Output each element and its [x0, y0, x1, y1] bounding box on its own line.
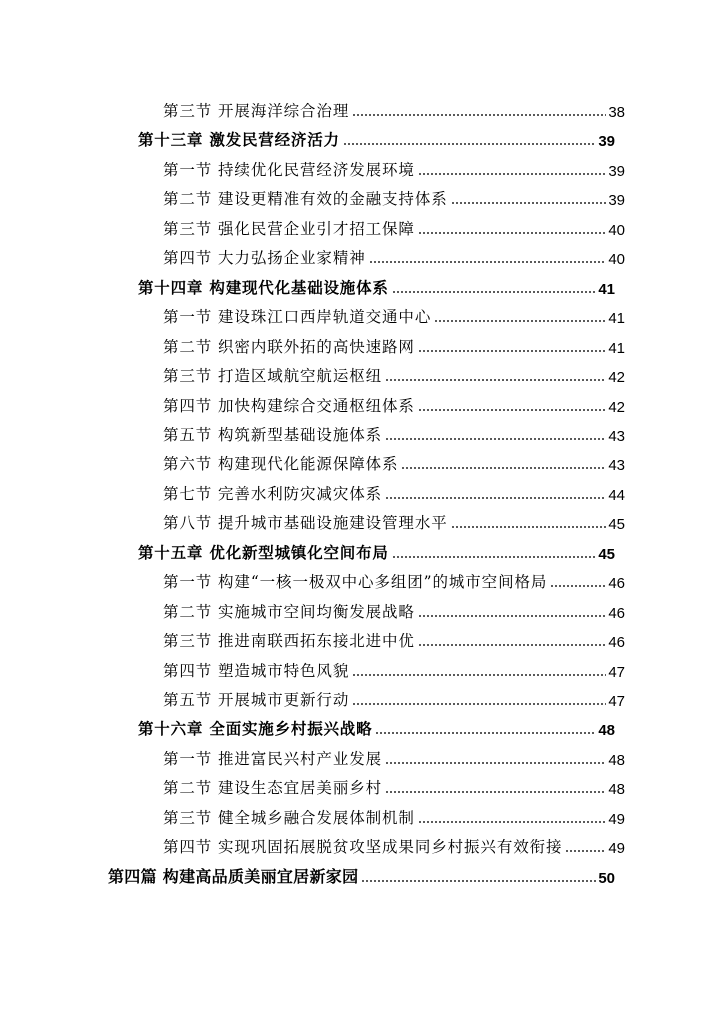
dot-leader	[385, 497, 606, 499]
toc-chapter-entry[interactable]	[138, 535, 615, 563]
dot-leader	[401, 467, 606, 469]
page-number: 40	[608, 221, 625, 239]
dot-leader	[418, 821, 606, 823]
toc-section-entry[interactable]	[163, 741, 625, 769]
page-number: 45	[608, 516, 625, 534]
dot-leader	[385, 379, 606, 381]
entry-title: 第四节 加快构建综合交通枢纽体系	[163, 396, 415, 415]
dot-leader	[392, 556, 597, 558]
toc-section-entry[interactable]	[163, 564, 625, 592]
page-number: 50	[598, 869, 615, 887]
page-number: 41	[608, 310, 625, 328]
toc-section-entry[interactable]	[163, 240, 625, 268]
page-number: 48	[598, 722, 615, 740]
page-number: 41	[598, 280, 615, 298]
page-number: 48	[608, 781, 625, 799]
page-number: 49	[608, 840, 625, 858]
entry-title: 第五节 构筑新型基础设施体系	[163, 425, 383, 444]
entry-title: 第十六章 全面实施乡村振兴战略	[138, 720, 373, 739]
entry-title: 第三节 健全城乡融合发展体制机制	[163, 808, 415, 827]
entry-title: 第三节 开展海洋综合治理	[163, 102, 350, 120]
dot-leader	[418, 173, 606, 175]
page-number: 38	[608, 104, 625, 121]
page-number: 43	[608, 427, 625, 445]
entry-title: 第十三章 激发民营经济活力	[138, 131, 340, 150]
toc-section-entry[interactable]	[163, 299, 625, 327]
entry-title: 第七节 完善水利防灾减灾体系	[163, 484, 383, 503]
entry-title: 第二节 实施城市空间均衡发展战略	[163, 602, 415, 621]
toc-section-entry[interactable]	[163, 505, 625, 533]
toc-section-entry[interactable]	[163, 800, 625, 828]
page-number: 44	[608, 486, 625, 504]
dot-leader	[385, 438, 606, 440]
page-number: 46	[608, 604, 625, 622]
entry-title: 第六节 构建现代化能源保障体系	[163, 455, 399, 474]
page-number: 42	[608, 369, 625, 387]
page-number: 43	[608, 457, 625, 475]
entry-title: 第四节 塑造城市特色风貌	[163, 661, 350, 680]
entry-title: 第五节 开展城市更新行动	[163, 691, 350, 709]
entry-title: 第八节 提升城市基础设施建设管理水平	[163, 514, 448, 533]
page-number: 45	[598, 545, 615, 563]
toc-section-entry[interactable]	[163, 358, 625, 386]
page-number: 39	[598, 133, 615, 151]
page-number: 48	[608, 751, 625, 769]
toc-section-entry[interactable]	[163, 417, 625, 445]
dot-leader	[550, 585, 606, 587]
dot-leader	[418, 409, 606, 411]
entry-title: 第一节 持续优化民营经济发展环境	[163, 160, 415, 179]
entry-title: 第十四章 构建现代化基础设施体系	[138, 278, 389, 297]
dot-leader	[418, 232, 606, 234]
page-number: 39	[608, 162, 625, 180]
page-number: 47	[608, 693, 625, 710]
toc-section-entry[interactable]	[163, 329, 625, 357]
toc-section-entry[interactable]	[163, 623, 625, 651]
entry-title: 第三节 推进南联西拓东接北进中优	[163, 632, 415, 651]
toc-section-entry[interactable]	[163, 446, 625, 474]
page-number: 49	[608, 810, 625, 828]
page-number: 40	[608, 251, 625, 269]
toc-chapter-entry[interactable]	[138, 122, 615, 150]
dot-leader	[385, 791, 606, 793]
dot-leader	[352, 114, 606, 116]
entry-title: 第二节 建设生态宜居美丽乡村	[163, 779, 383, 798]
dot-leader	[565, 850, 606, 852]
toc-section-entry[interactable]	[163, 770, 625, 798]
page-number: 42	[608, 398, 625, 416]
dot-leader	[343, 143, 597, 145]
toc-section-entry[interactable]	[163, 476, 625, 504]
toc-section-entry[interactable]	[163, 211, 625, 239]
toc-section-entry[interactable]	[163, 388, 625, 416]
page-number: 41	[608, 339, 625, 357]
dot-leader	[352, 703, 606, 705]
toc-section-entry[interactable]	[163, 653, 625, 681]
toc-section-entry[interactable]	[163, 152, 625, 180]
dot-leader	[385, 762, 606, 764]
entry-title: 第一节 构建“一核一极双中心多组团”的城市空间格局	[163, 573, 548, 592]
page-number: 47	[608, 663, 625, 681]
dot-leader	[434, 320, 606, 322]
toc-part-entry[interactable]	[108, 859, 615, 887]
entry-title: 第四节 大力弘扬企业家精神	[163, 249, 366, 268]
entry-title: 第二节 织密内联外拓的高快速路网	[163, 337, 415, 356]
dot-leader	[451, 526, 607, 528]
entry-title: 第一节 推进富民兴村产业发展	[163, 749, 383, 768]
toc-chapter-entry[interactable]	[138, 270, 615, 298]
toc-section-entry[interactable]	[163, 93, 625, 121]
entry-title: 第三节 打造区域航空航运枢纽	[163, 367, 383, 386]
dot-leader	[375, 732, 596, 734]
dot-leader	[392, 291, 597, 293]
dot-leader	[352, 674, 606, 676]
dot-leader	[451, 202, 607, 204]
dot-leader	[418, 644, 606, 646]
dot-leader	[418, 350, 606, 352]
toc-section-entry[interactable]	[163, 682, 625, 710]
toc-section-entry[interactable]	[163, 594, 625, 622]
toc-section-entry[interactable]	[163, 181, 625, 209]
entry-title: 第四节 实现巩固拓展脱贫攻坚成果同乡村振兴有效衔接	[163, 838, 563, 857]
toc-chapter-entry[interactable]	[138, 711, 615, 739]
entry-title: 第四篇 构建高品质美丽宜居新家园	[108, 866, 359, 886]
page-number: 39	[608, 192, 625, 210]
entry-title: 第二节 建设更精准有效的金融支持体系	[163, 190, 448, 209]
dot-leader	[361, 880, 596, 882]
page-number: 46	[608, 575, 625, 593]
entry-title: 第十五章 优化新型城镇化空间布局	[138, 543, 389, 562]
page-number: 46	[608, 634, 625, 652]
entry-title: 第三节 强化民营企业引才招工保障	[163, 219, 415, 238]
entry-title: 第一节 建设珠江口西岸轨道交通中心	[163, 308, 432, 327]
toc-section-entry[interactable]	[163, 829, 625, 857]
dot-leader	[369, 261, 607, 263]
dot-leader	[418, 615, 606, 617]
